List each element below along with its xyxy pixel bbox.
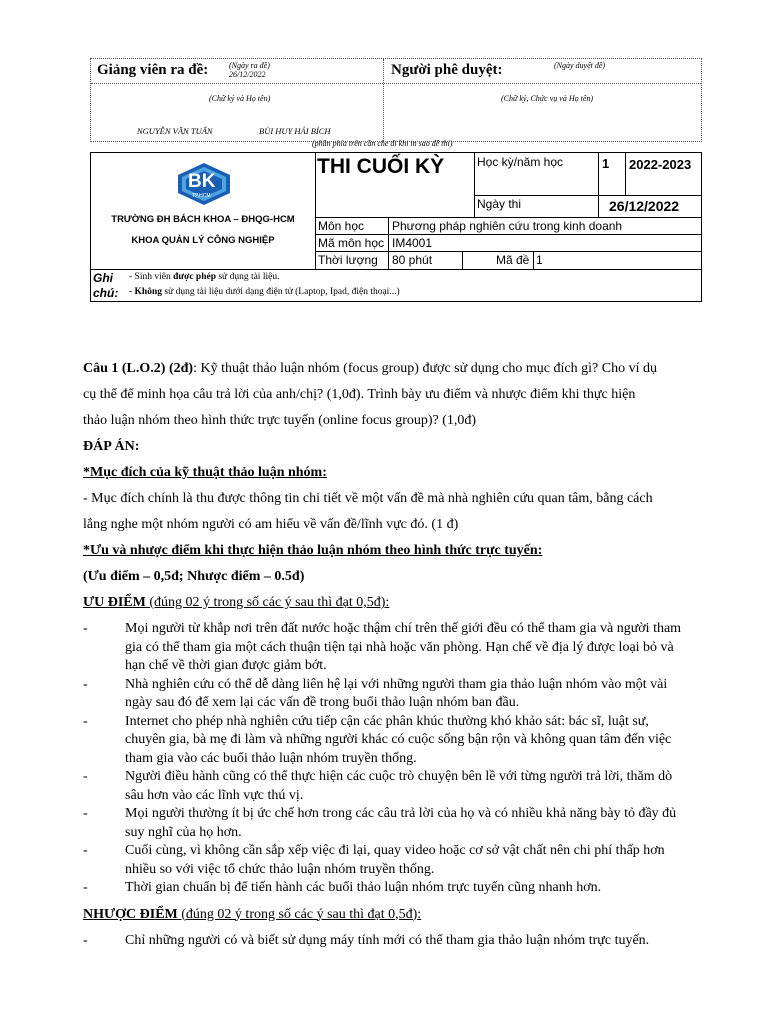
approval-table bbox=[90, 58, 702, 142]
exam-code-value: 1 bbox=[536, 253, 543, 267]
cons-heading: NHƯỢC ĐIỂM (đúng 02 ý trong số các ý sau thì đạt 0,5đ): bbox=[83, 906, 422, 922]
proscons-heading: *Ưu và nhược điểm khi thực hiện thảo luận nhóm theo hình thức trực tuyến: bbox=[83, 543, 543, 558]
note-1: - Sinh viên được phép sử dụng tài liệu. bbox=[129, 272, 280, 282]
pros-heading: ƯU ĐIỂM (đúng 02 ý trong số các ý sau thì đạt 0,5đ): bbox=[83, 595, 390, 610]
logo-sub: TP.HCM bbox=[192, 193, 211, 199]
scoring-note: (Ưu điểm – 0,5đ; Nhược điểm – 0.5đ) bbox=[83, 569, 305, 584]
subject-value: Phương pháp nghiên cứu trong kinh doanh bbox=[392, 219, 623, 233]
approve-date-hint: (Ngày duyệt đề) bbox=[554, 61, 606, 70]
semester-value: 1 bbox=[602, 156, 610, 171]
question-1: Câu 1 (L.O.2) (2đ): Kỹ thuật thảo luận nhóm (focus group) được sử dụng cho mục đích gì? Cho ví dụ bbox=[83, 361, 657, 376]
semester-label: Học kỳ/năm học bbox=[477, 155, 564, 169]
purpose-text-2: lắng nghe một nhóm người có am hiểu về vấn đề/lĩnh vực đó. (1 đ) bbox=[83, 517, 459, 532]
exam-date: 26/12/2022 bbox=[609, 198, 680, 214]
list-item: - Nhà nghiên cứu có thể dễ dàng liên hệ lại với những người tham gia thảo luận nhóm vào một vài ngày sau đó để xem lại các vấn đề trong buổi thảo luận nhóm ban đầu. bbox=[83, 676, 668, 710]
duration-value: 80 phút bbox=[392, 253, 433, 267]
list-item: - Chỉ những người có và biết sử dụng máy tính mới có thể tham gia thảo luận nhóm trực tuyến. bbox=[83, 932, 650, 948]
cons-list bbox=[83, 932, 688, 951]
exam-code-label: Mã đề bbox=[496, 253, 530, 267]
question-1-line3: thảo luận nhóm theo hình thức trực tuyến (online focus group)? (1,0đ) bbox=[83, 413, 477, 428]
question-1-line2: cụ thể để minh họa câu trả lời của anh/chị? (1,0đ). Trình bày ưu điểm và nhược điểm khi thực hiện bbox=[83, 387, 636, 402]
list-item: - Cuối cùng, vì không cần sắp xếp việc đi lại, quay video hoặc cơ sở vật chất nên chi phí thấp hơn nhiều so với việc tổ chức thảo luận nhóm truyền thống. bbox=[83, 843, 665, 877]
list-item: - Mọi người thường ít bị ức chế hơn trong các câu trả lời của họ và có nhiều khả năng bày tỏ đầy đủ suy nghĩ của họ hơn. bbox=[83, 806, 677, 840]
purpose-text: - Mục đích chính là thu được thông tin chi tiết về một vấn đề mà nhà nghiên cứu quan tâm, bằng cách bbox=[83, 491, 653, 506]
note-2: - Không sử dụng tài liệu dưới dạng điện tử (Laptop, Ipad, điện thoại...) bbox=[129, 287, 400, 297]
school-logo bbox=[174, 161, 234, 212]
list-item: - Internet cho phép nhà nghiên cứu tiếp cận các phân khúc thường khó khảo sát: bác sĩ, luật sư, chuyên gia, bà mẹ đi làm và những người khác có cuộc sống bận rộn và không quan tâm đến việc tham gia vào các buổi thảo luận nhóm truyền thống. bbox=[83, 713, 672, 766]
answer-label: ĐÁP ÁN: bbox=[83, 439, 140, 454]
exam-info-table bbox=[90, 152, 702, 302]
exam-title: THI CUỐI KỲ bbox=[317, 155, 445, 178]
exam-content bbox=[83, 356, 688, 950]
approver-label: Người phê duyệt: bbox=[391, 62, 503, 78]
year-value: 2022-2023 bbox=[629, 157, 692, 172]
purpose-heading: *Mục đích của kỹ thuật thảo luận nhóm: bbox=[83, 465, 327, 480]
list-item: - Người điều hành cũng có thể thực hiện các cuộc trò chuyện bên lề với từng người trả lời, thăm dò sâu hơn vào các lĩnh vực thú vị. bbox=[83, 769, 673, 803]
list-item: - Mọi người từ khắp nơi trên đất nước hoặc thậm chí trên thế giới đều có thể tham gia và người tham gia có thể tham gia một cách thuận tiện tại nhà hoặc văn phòng. Hạn chế về địa lý được loại bỏ và hạn chế về thời gian được giảm bớt. bbox=[83, 621, 682, 673]
logo-text: BK bbox=[188, 171, 216, 192]
sign-hint-right: (Chữ ký, Chức vụ và Họ tên) bbox=[501, 94, 594, 103]
date-label: Ngày thi bbox=[477, 197, 522, 211]
sign-hint-left: (Chữ ký và Họ tên) bbox=[209, 94, 271, 103]
code-label: Mã môn học bbox=[318, 236, 385, 250]
list-item: - Thời gian chuẩn bị để tiến hành các buổi thảo luận nhóm trực tuyến cũng nhanh hơn. bbox=[83, 880, 602, 895]
lecturer-label: Giảng viên ra đề: bbox=[97, 62, 209, 78]
note-label-2: chú: bbox=[93, 286, 119, 300]
approver-name: BÙI HUY HẢI BÍCH bbox=[259, 126, 331, 136]
cover-note: (phần phía trên cần che đi khi in sao đề thi) bbox=[312, 139, 453, 148]
code-value: IM4001 bbox=[392, 236, 433, 250]
faculty-name: KHOA QUẢN LÝ CÔNG NGHIỆP bbox=[131, 235, 275, 246]
school-name: TRƯỜNG ĐH BÁCH KHOA – ĐHQG-HCM bbox=[111, 214, 295, 225]
date-value: 26/12/2022 bbox=[229, 70, 266, 79]
pros-list bbox=[83, 620, 688, 898]
date-hint: (Ngày ra đề) bbox=[229, 61, 270, 70]
lecturer-name: NGUYỄN VĂN TUẤN bbox=[137, 126, 213, 136]
subject-label: Môn học bbox=[318, 219, 365, 233]
duration-label: Thời lượng bbox=[318, 253, 378, 267]
note-label-1: Ghi bbox=[93, 271, 113, 285]
